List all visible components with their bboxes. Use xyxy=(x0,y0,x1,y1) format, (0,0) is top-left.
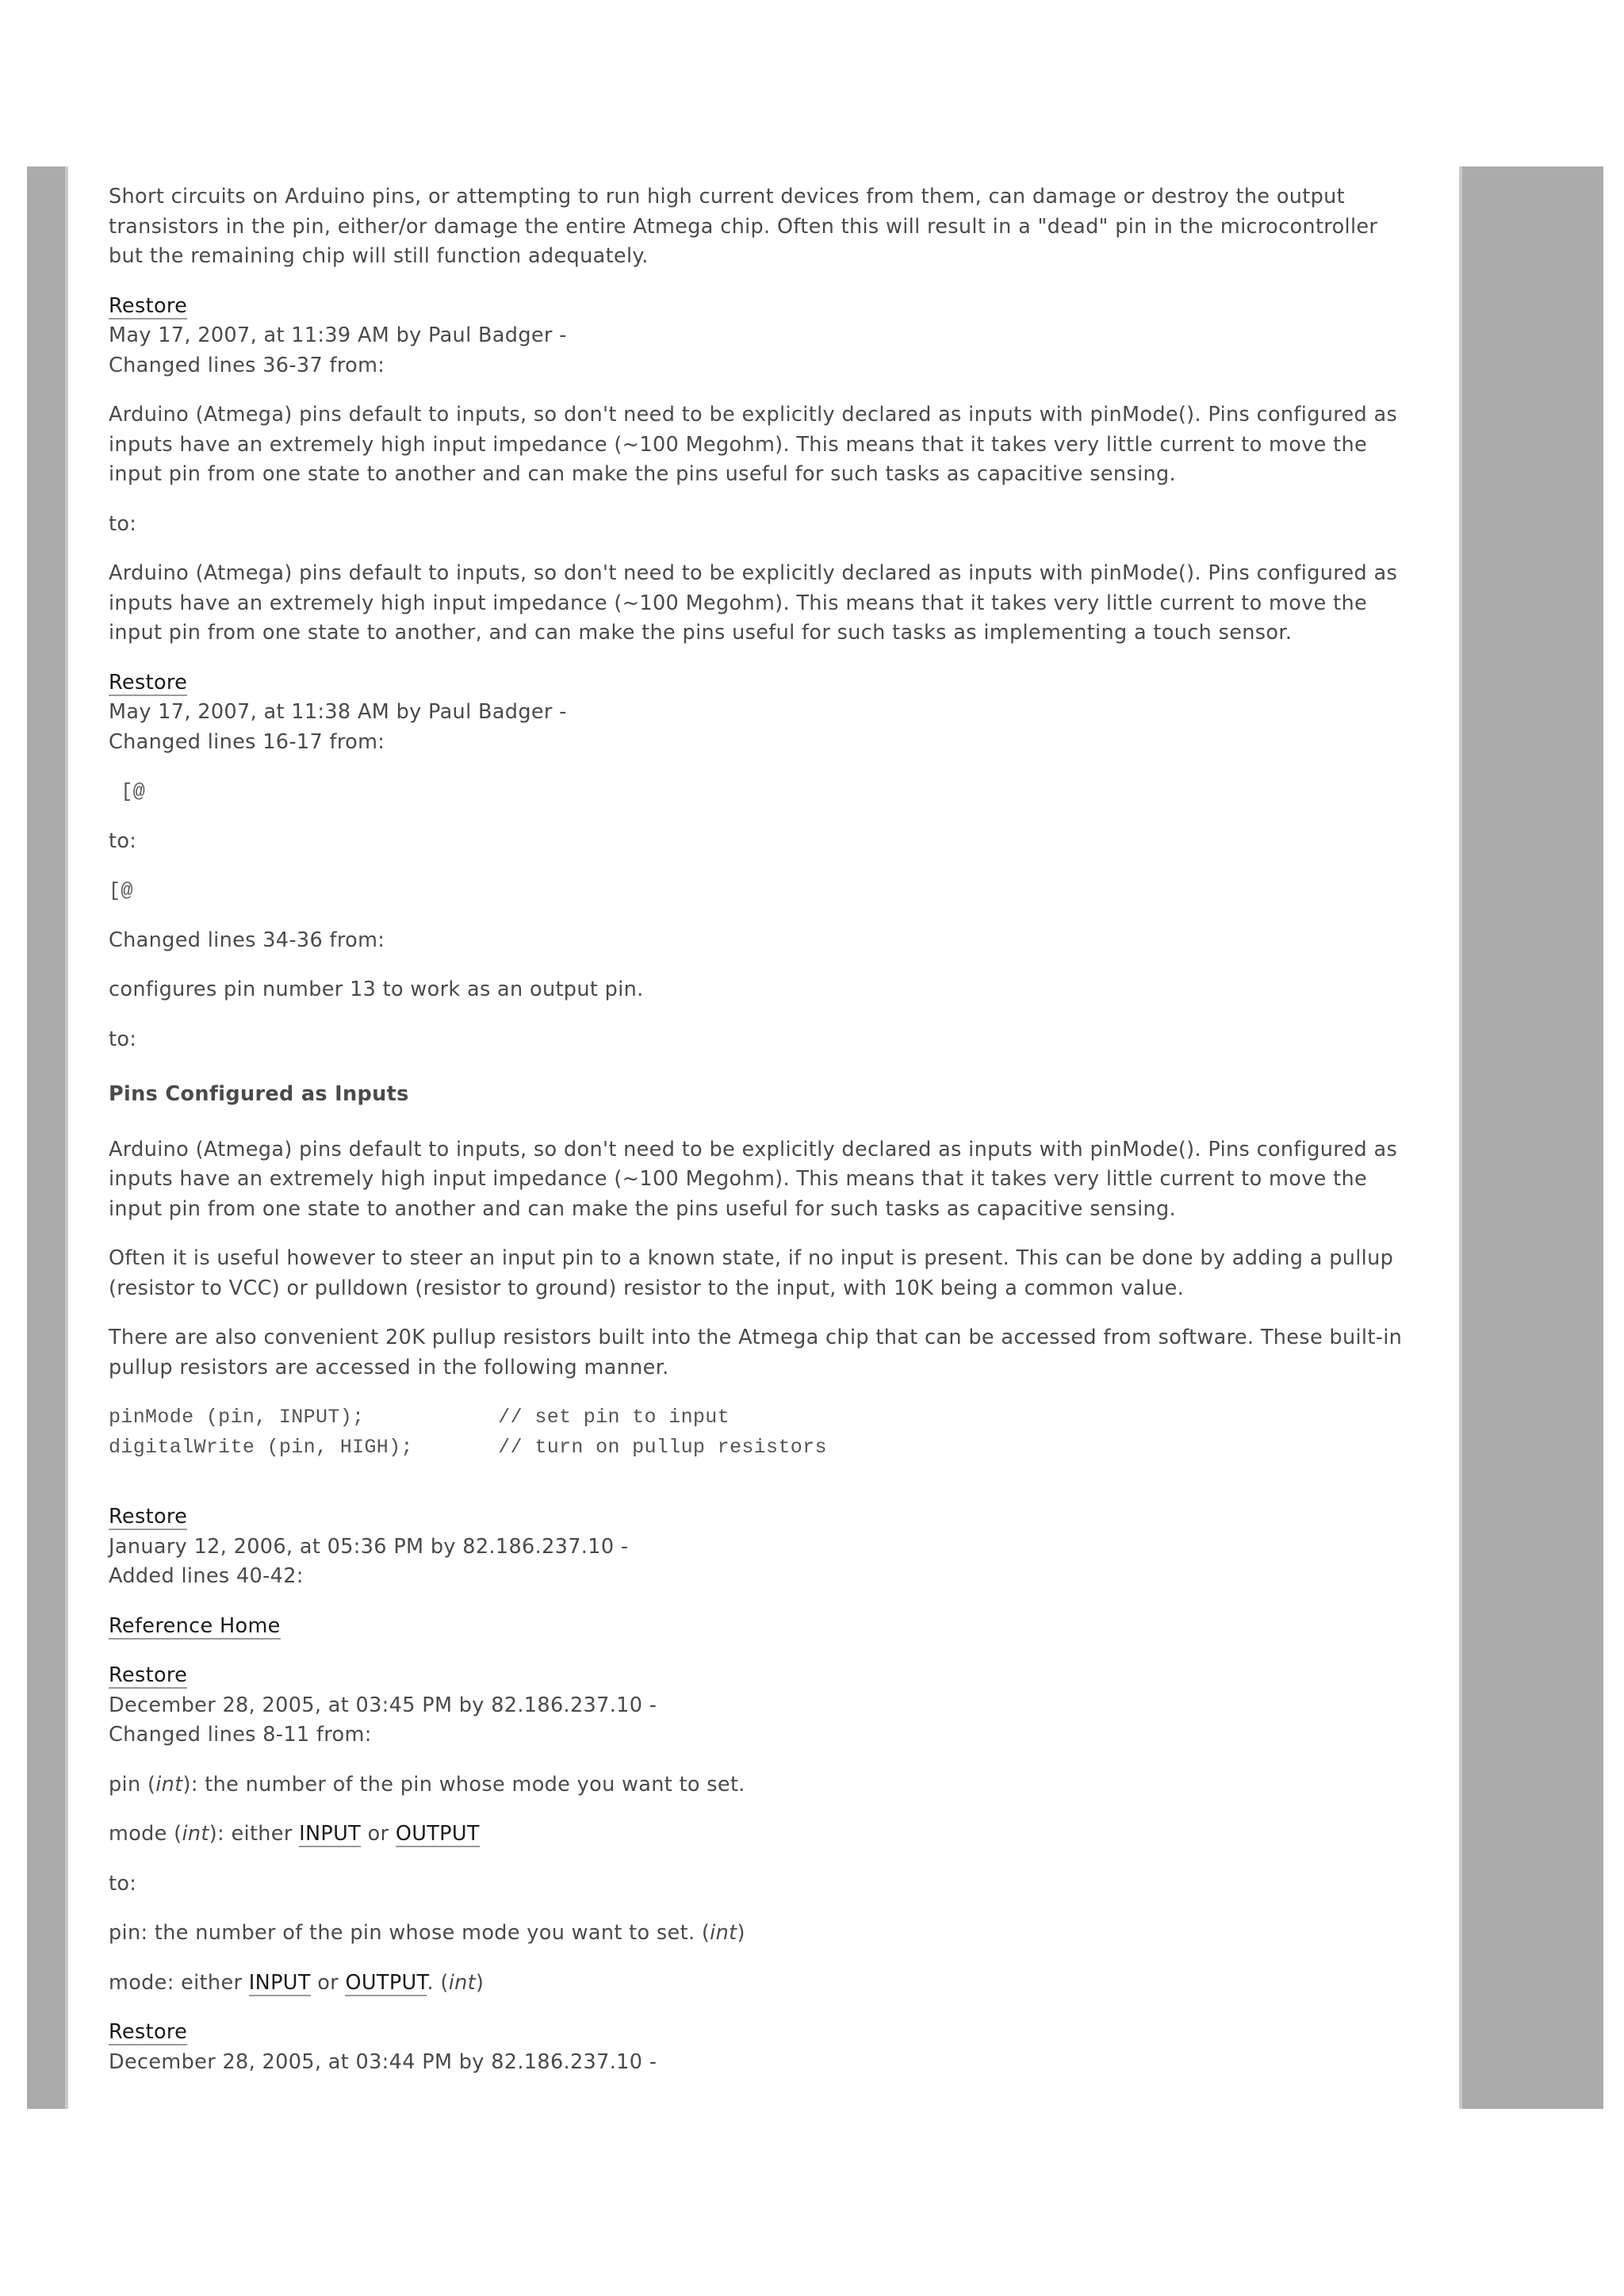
changed-lines: Changed lines 36-37 from: xyxy=(109,353,385,377)
to-label: to: xyxy=(109,828,137,853)
revision-meta: May 17, 2007, at 11:39 AM by Paul Badger - xyxy=(109,323,567,347)
text-fragment: ): either xyxy=(209,1822,300,1846)
restore-link[interactable]: Restore xyxy=(109,1505,188,1529)
revision-meta: December 28, 2005, at 03:45 PM by 82.186.237.10 - xyxy=(109,1693,657,1717)
restore-link[interactable]: Restore xyxy=(109,670,188,695)
input-link[interactable]: INPUT xyxy=(299,1822,362,1846)
text-fragment: mode: either xyxy=(109,1970,249,1995)
text-fragment: . ( xyxy=(427,1970,449,1995)
text-fragment: or xyxy=(310,1970,346,1995)
paragraph-pullup: Often it is useful however to steer an input pin to a known state, if no input is present. This can be done by adding a pullup (resistor to VCC) or pulldown (resistor to ground) resistor to the input, with 10K being a common value. xyxy=(109,1246,1394,1300)
diff-to-code: [@ xyxy=(109,879,133,902)
text-fragment: or xyxy=(361,1822,396,1846)
right-sidebar xyxy=(1459,166,1603,2109)
reference-home-row xyxy=(109,1612,1409,1642)
paragraph-short-circuits: Short circuits on Arduino pins, or attempting to run high current devices from them, can damage or destroy the output transistors in the pin, either/or damage the entire Atmega chip. Often this will result in a "dead" pin in the microcontroller but the remaining chip will still function adequately. xyxy=(109,185,1378,268)
text-fragment: pin ( xyxy=(109,1772,156,1797)
section-heading: Pins Configured as Inputs xyxy=(109,1082,409,1106)
output-link[interactable]: OUTPUT xyxy=(345,1970,427,1995)
revision-meta: January 12, 2006, at 05:36 PM by 82.186.237.10 - xyxy=(109,1534,629,1559)
revision-meta: May 17, 2007, at 11:38 AM by Paul Badger - xyxy=(109,700,567,724)
diff-from-code: [@ xyxy=(109,780,146,803)
changed-lines: Changed lines 8-11 from: xyxy=(109,1723,372,1747)
text-fragment: pin: the number of the pin whose mode you want to set. ( xyxy=(109,1921,710,1945)
diff-to-text: Arduino (Atmega) pins default to inputs, so don't need to be explicitly declared as inputs with pinMode(). Pins configured as inputs have an extremely high input impedance (~100 Megohm). This means that it takes very little current to move the input pin from one state to another, and can make the pins useful for such tasks as implementing a touch sensor. xyxy=(109,561,1398,645)
diff-to-pin xyxy=(109,1919,1409,1949)
reference-home-link[interactable]: Reference Home xyxy=(109,1613,281,1638)
text-fragment: mode ( xyxy=(109,1822,182,1846)
code-line: digitalWrite (pin, HIGH); // turn on pullup resistors xyxy=(109,1436,827,1459)
diff-from-text: Arduino (Atmega) pins default to inputs, so don't need to be explicitly declared as inputs with pinMode(). Pins configured as inputs have an extremely high input impedance (~100 Megohm). This means that it takes very little current to move the input pin from one state to another and can make the pins useful for such tasks as capacitive sensing. xyxy=(109,403,1398,486)
revision-3 xyxy=(109,1502,1409,1592)
text-fragment: ): the number of the pin whose mode you want to set. xyxy=(182,1772,745,1797)
revision-2 xyxy=(109,668,1409,758)
revision-meta: December 28, 2005, at 03:44 PM by 82.186.237.10 - xyxy=(109,2049,657,2074)
revision-4 xyxy=(109,1661,1409,1751)
restore-link[interactable]: Restore xyxy=(109,1663,188,1687)
text-fragment: ) xyxy=(475,1970,485,1995)
to-label: to: xyxy=(109,1871,137,1896)
restore-link[interactable]: Restore xyxy=(109,293,188,318)
code-block xyxy=(109,1402,1409,1463)
type-int: int xyxy=(155,1772,183,1797)
changed-lines: Changed lines 34-36 from: xyxy=(109,928,385,952)
revision-1 xyxy=(109,292,1409,381)
diff-to-mode xyxy=(109,1969,1409,1999)
revision-history xyxy=(109,182,1409,2077)
to-label: to: xyxy=(109,511,137,536)
diff-from-pin xyxy=(109,1770,1409,1800)
left-sidebar xyxy=(27,166,68,2109)
type-int: int xyxy=(448,1970,476,1995)
diff-from-text: configures pin number 13 to work as an output pin. xyxy=(109,978,644,1001)
type-int: int xyxy=(182,1822,209,1846)
added-lines: Added lines 40-42: xyxy=(109,1564,304,1588)
paragraph-builtin-pullup: There are also convenient 20K pullup resistors built into the Atmega chip that can be accessed from software. These built-in pullup resistors are accessed in the following manner. xyxy=(109,1326,1403,1380)
to-label: to: xyxy=(109,1027,137,1051)
changed-lines: Changed lines 16-17 from: xyxy=(109,729,385,754)
input-link[interactable]: INPUT xyxy=(248,1970,311,1995)
output-link[interactable]: OUTPUT xyxy=(395,1822,480,1846)
text-fragment: ) xyxy=(737,1921,745,1945)
restore-link[interactable]: Restore xyxy=(109,2020,188,2044)
code-line: pinMode (pin, INPUT); // set pin to input xyxy=(109,1406,730,1429)
paragraph-inputs: Arduino (Atmega) pins default to inputs, so don't need to be explicitly declared as inputs with pinMode(). Pins configured as inputs have an extremely high input impedance (~100 Megohm). This means that it takes very little current to move the input pin from one state to another and can make the pins useful for such tasks as capacitive sensing. xyxy=(109,1137,1398,1221)
type-int: int xyxy=(710,1921,737,1945)
diff-from-mode xyxy=(109,1820,1409,1850)
revision-5 xyxy=(109,2018,1409,2077)
